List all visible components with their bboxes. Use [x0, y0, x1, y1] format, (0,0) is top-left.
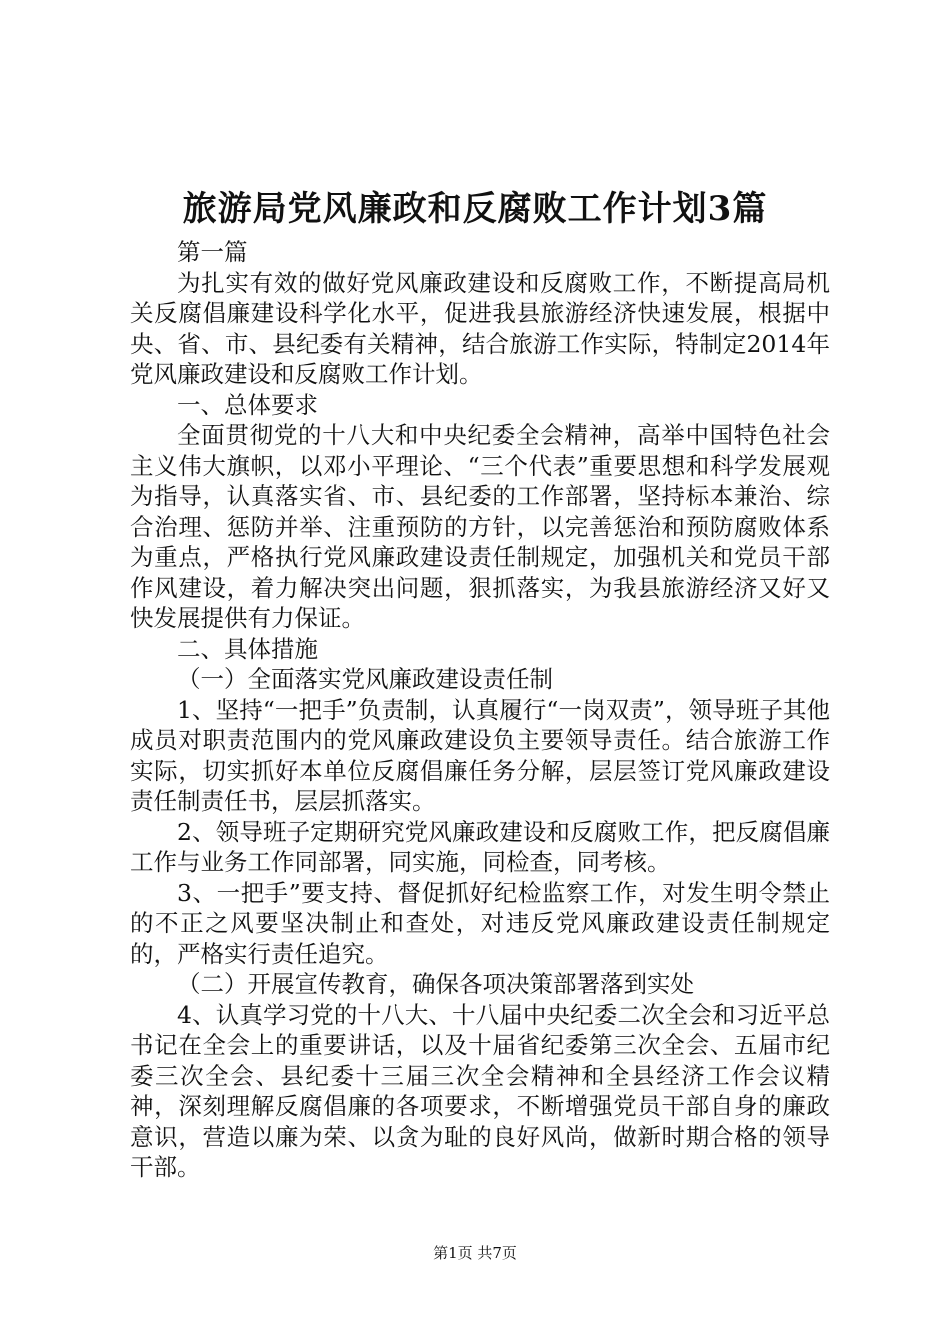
paragraph: 4、认真学习党的十八大、十八届中央纪委二次全会和习近平总书记在全会上的重要讲话，以及十届省纪委第三次全会、五届市纪委三次全会、县纪委十三届三次全会精神和全县经济工作会议精神，深刻理解反腐倡廉的各项要求，不断增强党员干部自身的廉政意识，营造以廉为荣、以贪为耻的良好风尚，做新时期合格的领导干部。	[130, 1000, 830, 1181]
subsection-heading: （一）全面落实党风廉政建设责任制	[177, 665, 553, 693]
section-heading: 一、总体要求	[177, 390, 318, 419]
document-body	[130, 237, 830, 1183]
document-title: 旅游局党风廉政和反腐败工作计划3篇	[182, 189, 768, 229]
paragraph: 1、坚持“一把手”负责制，认真履行“一岗双责”，领导班子其他成员对职责范围内的党风廉政建设负主要领导责任。结合旅游工作实际，切实抓好本单位反腐倡廉任务分解，层层签订党风廉政建设责任制责任书，层层抓落实。	[130, 695, 830, 815]
subsection-heading: （二）开展宣传教育，确保各项决策部署落到实处	[177, 970, 694, 998]
section-heading: 二、具体措施	[177, 634, 318, 663]
section-label: 第一篇	[177, 238, 248, 266]
paragraph: 为扎实有效的做好党风廉政建设和反腐败工作，不断提高局机关反腐倡廉建设科学化水平，促进我县旅游经济快速发展，根据中央、省、市、县纪委有关精神，结合旅游工作实际，特制定2014年党风廉政建设和反腐败工作计划。	[130, 268, 830, 388]
page-number: 第1页 共7页	[433, 1244, 517, 1262]
paragraph: 2、领导班子定期研究党风廉政建设和反腐败工作，把反腐倡廉工作与业务工作同部署，同实施，同检查，同考核。	[130, 817, 830, 876]
paragraph: 3、一把手”要支持、督促抓好纪检监察工作，对发生明令禁止的不正之风要坚决制止和查处，对违反党风廉政建设责任制规定的，严格实行责任追究。	[130, 878, 830, 968]
paragraph: 全面贯彻党的十八大和中央纪委全会精神，高举中国特色社会主义伟大旗帜，以邓小平理论、“三个代表”重要思想和科学发展观为指导，认真落实省、市、县纪委的工作部署，坚持标本兼治、综合治理、惩防并举、注重预防的方针，以完善惩治和预防腐败体系为重点，严格执行党风廉政建设责任制规定，加强机关和党员干部作风建设，着力解决突出问题，狠抓落实，为我县旅游经济又好又快发展提供有力保证。	[130, 421, 830, 632]
